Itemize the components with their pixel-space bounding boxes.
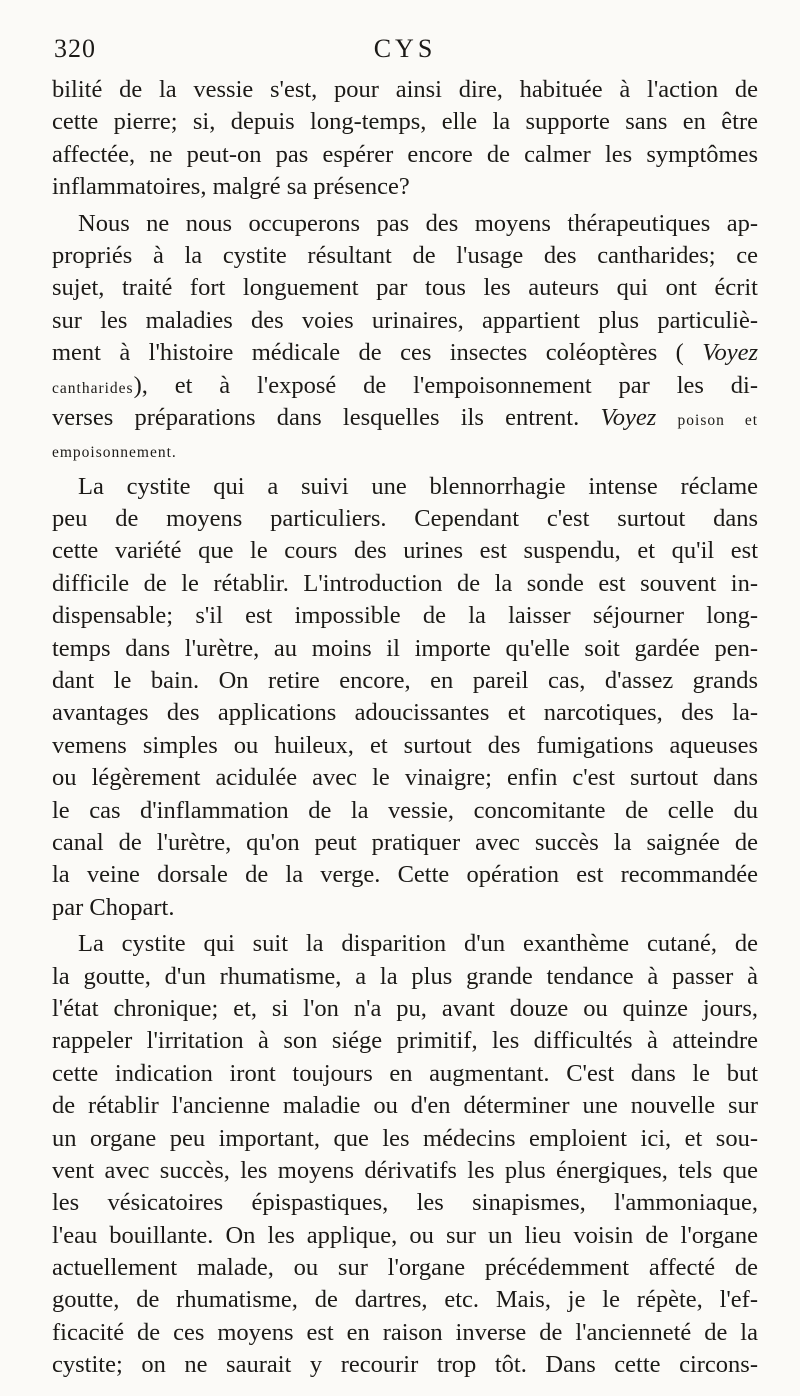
text-line: vemens simples ou huileux, et surtout des fumigations aqueuses: [52, 731, 758, 759]
text-line: goutte, de rhumatisme, de dartres, etc. Mais, je le répète, l'ef-: [52, 1286, 758, 1314]
text-line: canal de l'urètre, qu'on peut pratiquer avec succès la saignée de: [52, 828, 758, 856]
text-line: rappeler l'irritation à son siége primitif, les difficultés à atteindre: [52, 1027, 758, 1055]
text-line: Nous ne nous occuperons pas des moyens thérapeutiques ap-: [78, 209, 758, 237]
text-run: ment à l'histoire médicale de ces insectes coléoptères (: [52, 339, 684, 367]
text-line: [52, 370, 758, 402]
small-caps-term: cantharides: [52, 379, 134, 397]
text-line: avantages des applications adoucissantes et narcotiques, des la-: [52, 699, 758, 727]
text-line: vent avec succès, les moyens dérivatifs les plus énergiques, tels que: [52, 1156, 758, 1184]
text-line: l'état chronique; et, si l'on n'a pu, avant douze ou quinze jours,: [52, 994, 758, 1022]
text-line: cette indication iront toujours en augmentant. C'est dans le but: [52, 1059, 758, 1087]
text-line: affectée, ne peut-on pas espérer encore de calmer les symptômes: [52, 140, 758, 168]
text-line: cette variété que le cours des urines est suspendu, et qu'il est: [52, 537, 758, 565]
paragraph-1: [52, 74, 758, 204]
text-line: [52, 337, 758, 369]
text-run: ), et à l'exposé de l'empoisonnement par les di-: [133, 371, 758, 399]
text-line: dant le bain. On retire encore, en pareil cas, d'assez grands: [52, 667, 758, 695]
text-line: l'eau bouillante. On les applique, ou sur un lieu voisin de l'organe: [52, 1221, 758, 1249]
text-line: sur les maladies des voies urinaires, appartient plus particuliè-: [52, 306, 758, 334]
text-line: actuellement malade, ou sur l'organe précédemment affecté de: [52, 1254, 758, 1282]
paragraph-2: [52, 208, 758, 467]
text-line: bilité de la vessie s'est, pour ainsi dire, habituée à l'action de: [52, 76, 758, 103]
text-line: un organe peu important, que les médecins emploient ici, et sou-: [52, 1124, 758, 1152]
text-line: de rétablir l'ancienne maladie ou d'en déterminer une nouvelle sur: [52, 1092, 758, 1120]
text-line: cystite; on ne saurait y recourir trop tôt. Dans cette circons-: [52, 1351, 758, 1379]
text-line: inflammatoires, malgré sa présence?: [52, 173, 410, 201]
text-line: peu de moyens particuliers. Cependant c'est surtout dans: [52, 505, 758, 533]
text-line: La cystite qui suit la disparition d'un exanthème cutané, de: [78, 930, 758, 958]
italic-cross-reference: Voyez: [702, 339, 758, 367]
paragraph-3: [52, 471, 758, 924]
small-caps-term: poison et: [677, 411, 758, 429]
text-line: ficacité de ces moyens est en raison inverse de l'ancienneté de la: [52, 1318, 758, 1346]
text-line: cette pierre; si, depuis long-temps, elle la supporte sans en être: [52, 108, 758, 136]
text-line: sujet, traité fort longuement par tous les auteurs qui ont écrit: [52, 274, 758, 302]
text-line: propriés à la cystite résultant de l'usage des cantharides; ce: [52, 241, 758, 269]
text-line: [52, 402, 758, 434]
text-line: La cystite qui a suivi une blennorrhagie intense réclame: [78, 472, 758, 500]
text-line: temps dans l'urètre, au moins il importe qu'elle soit gardée pen-: [52, 634, 758, 662]
text-line: dispensable; s'il est impossible de la laisser séjourner long-: [52, 602, 758, 630]
paragraph-4: [52, 928, 758, 1381]
italic-cross-reference: Voyez: [600, 403, 657, 431]
text-line: difficile de le rétablir. L'introduction de la sonde est souvent in-: [52, 569, 758, 597]
text-line: par Chopart.: [52, 893, 175, 921]
text-run: verses préparations dans lesquelles ils entrent.: [52, 403, 580, 431]
text-line: la goutte, d'un rhumatisme, a la plus grande tendance à passer à: [52, 962, 758, 990]
text-line: les vésicatoires épispastiques, les sinapismes, l'ammoniaque,: [52, 1189, 758, 1217]
text-line: la veine dorsale de la verge. Cette opération est recommandée: [52, 861, 758, 889]
text-line: le cas d'inflammation de la vessie, concomitante de celle du: [52, 796, 758, 824]
small-caps-term: empoisonnement.: [52, 444, 177, 462]
page-number: 320: [54, 34, 96, 63]
page-header: [52, 34, 758, 74]
running-head: CYS: [373, 34, 437, 63]
text-line: [52, 434, 758, 466]
text-line: ou légèrement acidulée avec le vinaigre; enfin c'est surtout dans: [52, 764, 758, 792]
